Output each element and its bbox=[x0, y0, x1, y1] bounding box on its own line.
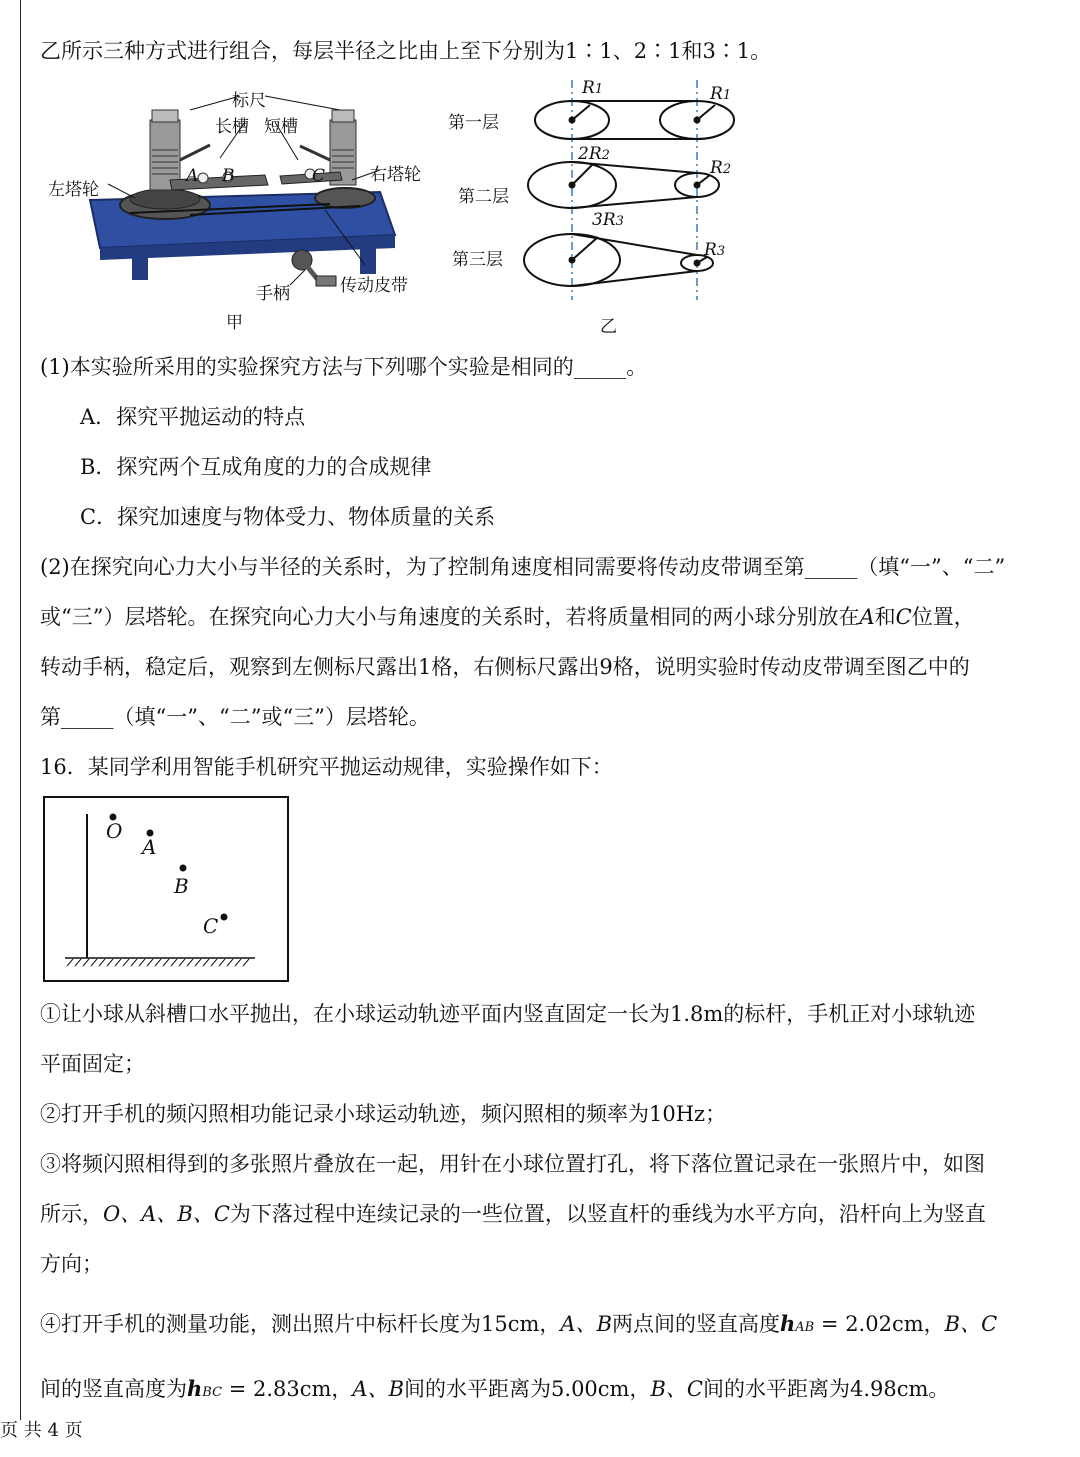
q2-line-1: (2)在探究向心力大小与半径的关系时，为了控制角速度相同需要将传动皮带调至第_____（填“一”、“二” bbox=[40, 555, 1006, 579]
point-b-label: B bbox=[174, 874, 189, 898]
q1-option-c: C．探究加速度与物体受力、物体质量的关系 bbox=[80, 505, 496, 529]
page-footer: 页 共 4 页 bbox=[0, 1420, 83, 1441]
layer-3-right-radius: R3 bbox=[704, 240, 726, 260]
q16-step-4b: 间的竖直高度为hBC = 2.83cm，A、B间的水平距离为5.00cm，B、C间的水平距离为4.98cm。 bbox=[40, 1376, 950, 1401]
q1-stem: (1)本实验所采用的实验探究方法与下列哪个实验是相同的_____。 bbox=[40, 355, 648, 379]
layer-3-name: 第三层 bbox=[452, 250, 503, 270]
right-wheel-label: 右塔轮 bbox=[370, 165, 421, 185]
ruler-label: 标尺 bbox=[232, 91, 266, 111]
intro-line: 乙所示三种方式进行组合，每层半径之比由上至下分别为1∶1、2∶1和3∶1。 bbox=[40, 39, 772, 63]
q2-line-3: 转动手柄，稳定后，观察到左侧标尺露出1格，右侧标尺露出9格，说明实验时传动皮带调至图乙中的 bbox=[40, 655, 970, 679]
left-wheel-label: 左塔轮 bbox=[48, 180, 99, 200]
q2-line-4: 第_____（填“一”、“二”或“三”）层塔轮。 bbox=[40, 705, 430, 729]
position-c-label: C bbox=[312, 166, 326, 186]
position-a-label: A bbox=[186, 166, 199, 186]
point-c-label: C bbox=[203, 914, 219, 938]
layer-2-right-radius: R2 bbox=[710, 158, 732, 178]
layer-1-left-radius: R1 bbox=[582, 78, 604, 98]
long-slot-label: 长槽 bbox=[215, 117, 249, 137]
handle-label: 手柄 bbox=[256, 284, 290, 304]
layer-2-left-radius: 2R2 bbox=[578, 144, 610, 164]
q16-step-3a: ③将频闪照相得到的多张照片叠放在一起，用针在小球位置打孔，将下落位置记录在一张照片中，如图 bbox=[40, 1152, 985, 1176]
q16-step-4a: ④打开手机的测量功能，测出照片中标杆长度为15cm，A、B两点间的竖直高度hAB = 2.02cm，B、C bbox=[40, 1311, 998, 1336]
q16-step-2: ②打开手机的频闪照相功能记录小球运动轨迹，频闪照相的频率为10Hz； bbox=[40, 1102, 727, 1126]
q16-step-1b: 平面固定； bbox=[40, 1052, 145, 1076]
q16-title: 16．某同学利用智能手机研究平抛运动规律，实验操作如下： bbox=[40, 755, 613, 779]
q1-option-a: A．探究平抛运动的特点 bbox=[80, 405, 306, 429]
layers-drawing bbox=[520, 80, 780, 310]
figure-jia-caption: 甲 bbox=[226, 313, 243, 333]
position-b-label: B bbox=[222, 166, 235, 186]
point-a-label: A bbox=[142, 835, 157, 859]
flash-photo-drawing bbox=[43, 796, 289, 982]
point-o-label: O bbox=[106, 819, 123, 843]
q2-line-2: 或“三”）层塔轮。在探究向心力大小与角速度的关系时，若将质量相同的两小球分别放在A和C位置， bbox=[40, 605, 975, 629]
layer-1-name: 第一层 bbox=[448, 113, 499, 133]
layer-1-right-radius: R1 bbox=[710, 84, 732, 104]
layer-2-name: 第二层 bbox=[458, 187, 509, 207]
q16-step-1a: ①让小球从斜槽口水平抛出，在小球运动轨迹平面内竖直固定一长为1.8m的标杆，手机正对小球轨迹 bbox=[40, 1002, 976, 1026]
short-slot-label: 短槽 bbox=[264, 117, 298, 137]
page-margin-line bbox=[20, 0, 21, 1420]
q16-step-3c: 方向； bbox=[40, 1252, 103, 1276]
belt-label: 传动皮带 bbox=[340, 276, 408, 296]
q1-option-b: B．探究两个互成角度的力的合成规律 bbox=[80, 455, 432, 479]
figure-yi-caption: 乙 bbox=[600, 317, 617, 337]
q16-step-3b: 所示，O、A、B、C为下落过程中连续记录的一些位置，以竖直杆的垂线为水平方向，沿杆向上为竖直 bbox=[40, 1202, 986, 1226]
layer-3-left-radius: 3R3 bbox=[592, 210, 624, 230]
